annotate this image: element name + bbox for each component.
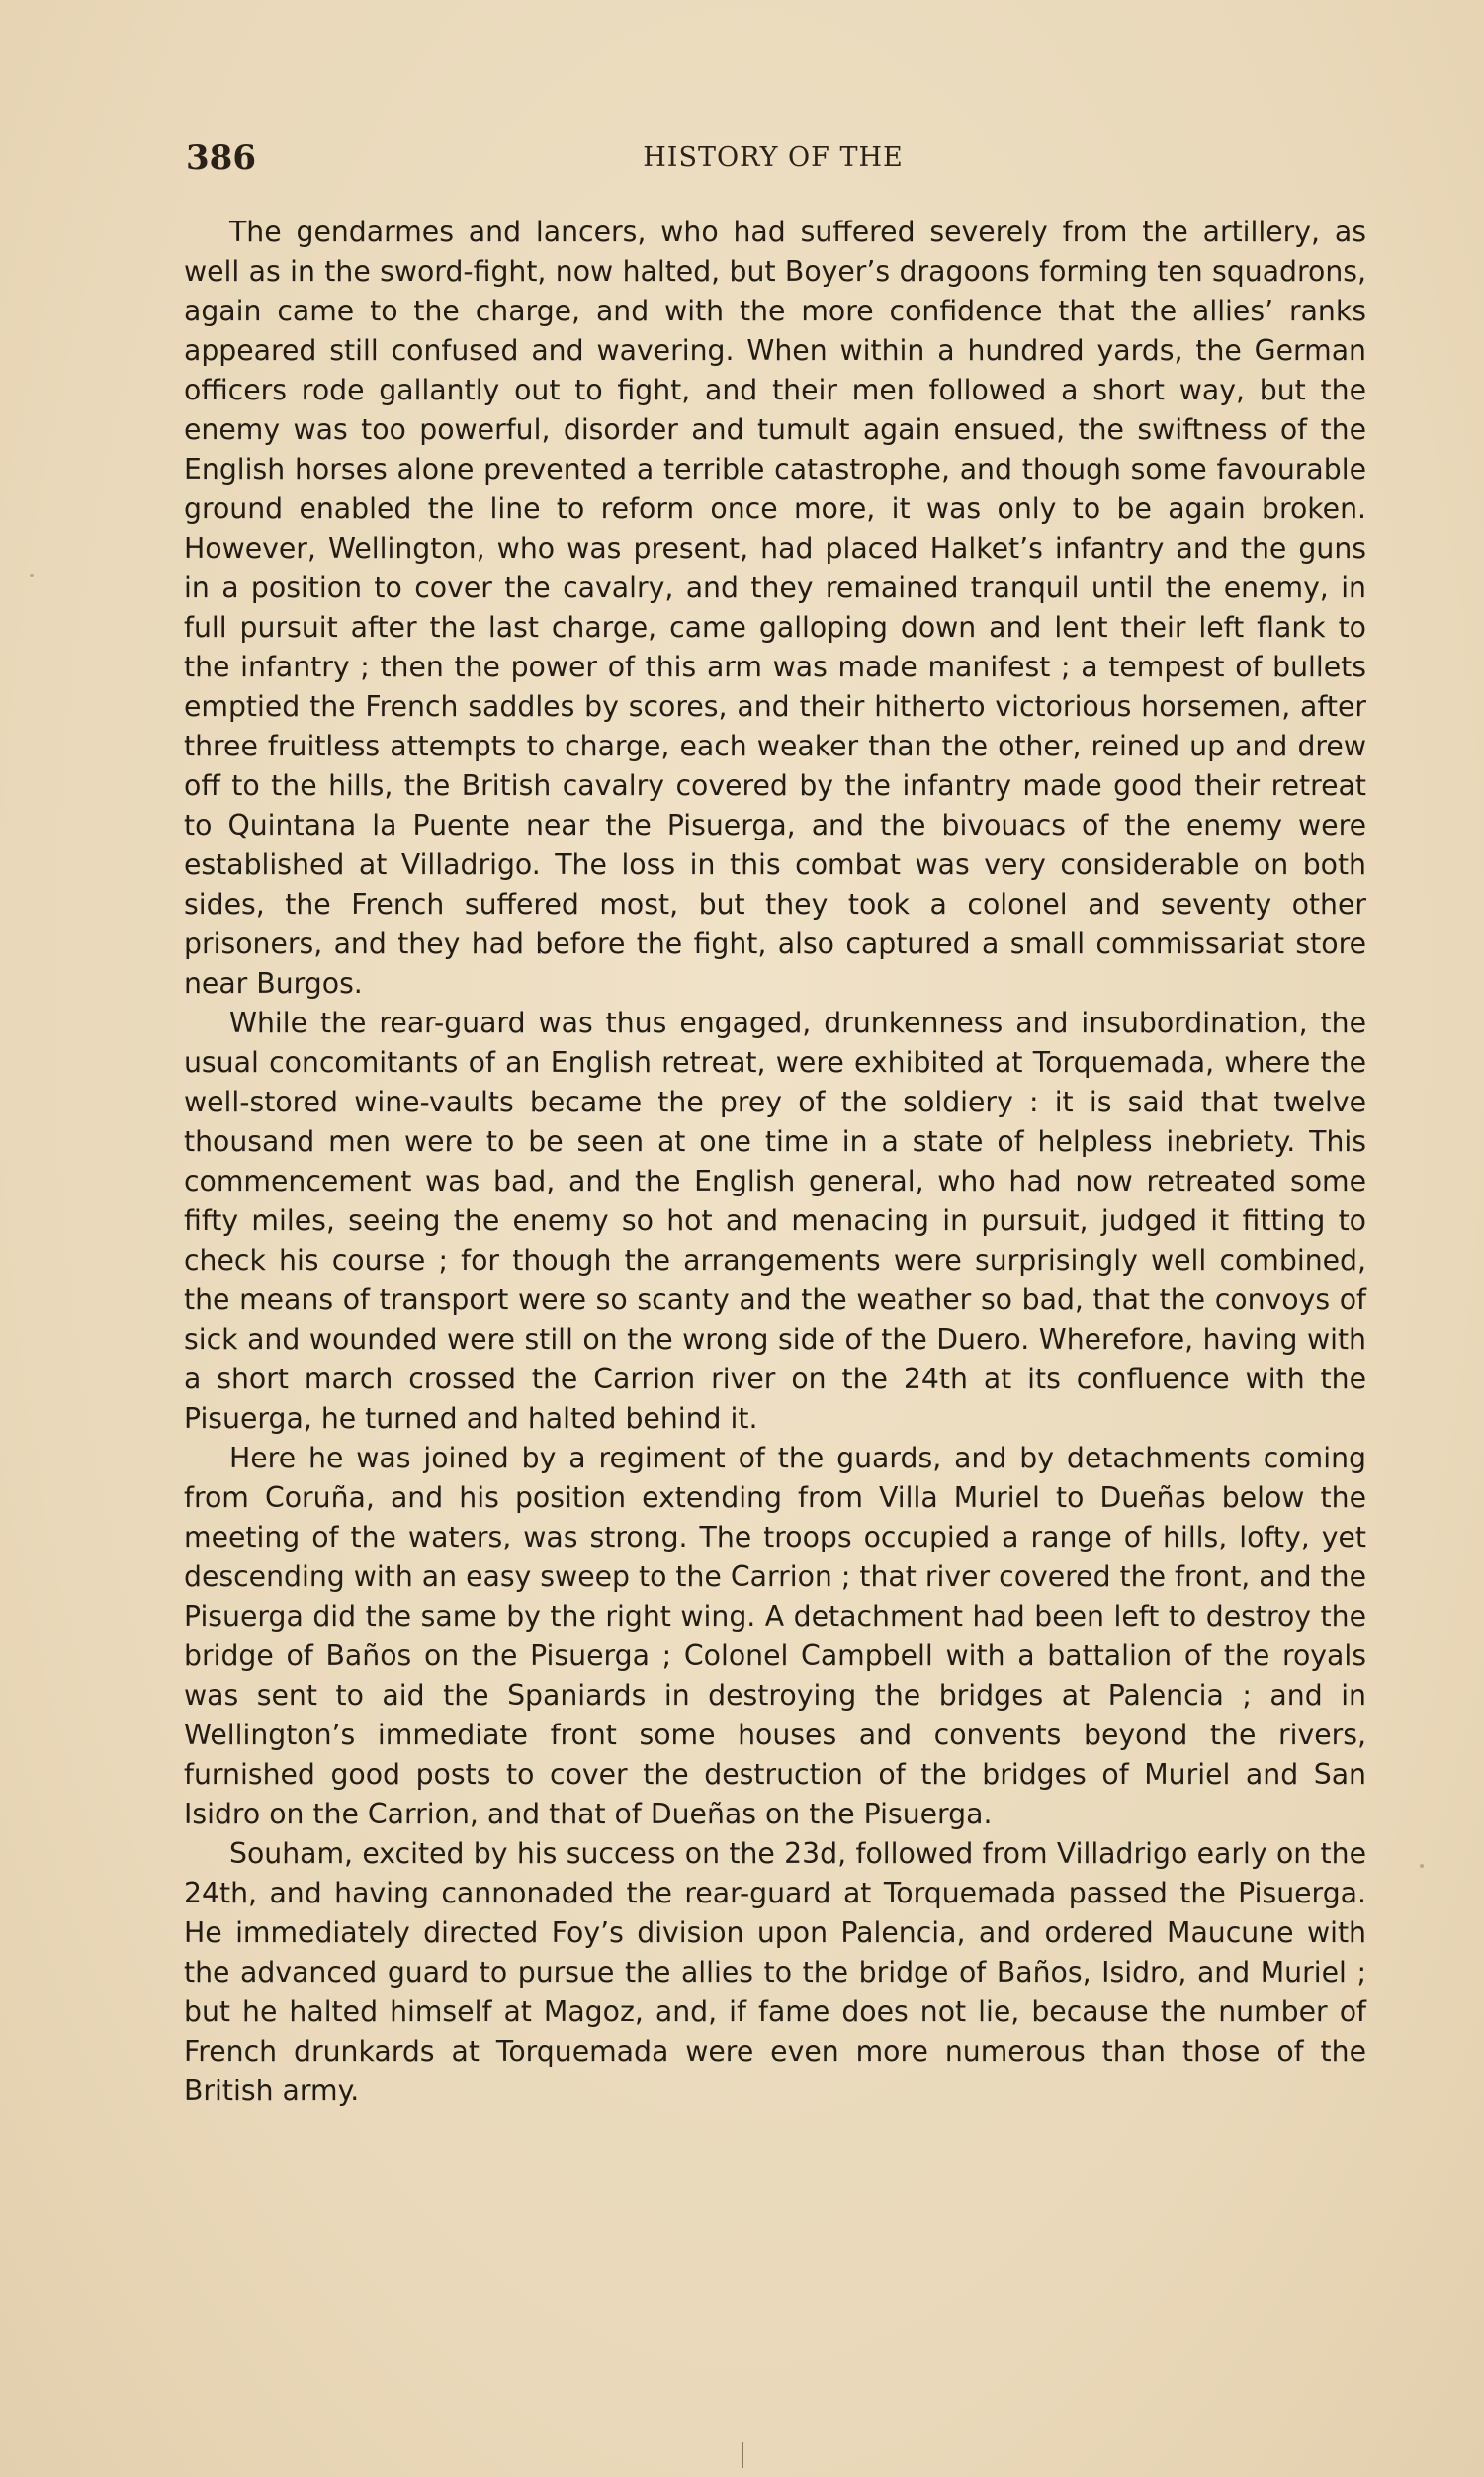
body-text	[184, 213, 1366, 2111]
page-header	[186, 138, 1360, 188]
page-blemish	[1420, 1864, 1424, 1868]
page-blemish	[30, 574, 34, 577]
page-tick-mark	[742, 2442, 743, 2468]
page-number: 386	[186, 138, 256, 178]
running-head: HISTORY OF THE	[643, 142, 904, 173]
paragraph-1: The gendarmes and lancers, who had suffered severely from the artillery, as well as in the sword-fight, now halted, but Boyer’s dragoons forming ten squadrons, again came to the charge, and with the more confidence that the allies’ ranks appeared still confused and wavering. When within a hundred yards, the German officers rode gallantly out to fight, and their men followed a short way, but the enemy was too powerful, disorder and tumult again ensued, the swiftness of the English horses alone prevented a terrible catastrophe, and though some favourable ground enabled the line to reform once more, it was only to be again broken. However, Wellington, who was present, had placed Halket’s infantry and the guns in a position to cover the cavalry, and they remained tranquil until the enemy, in full pursuit after the last charge, came galloping down and lent their left flank to the infantry ; then the power of this arm was made manifest ; a tempest of bullets emptied the French saddles by scores, and their hitherto victorious horsemen, after three fruitless attempts to charge, each weaker than the other, reined up and drew off to the hills, the British cavalry covered by the infantry made good their retreat to Quintana la Puente near the Pisuerga, and the bivouacs of the enemy were established at Villadrigo. The loss in this combat was very considerable on both sides, the French suffered most, but they took a colonel and seventy other prisoners, and they had before the fight, also captured a small commissariat store near Burgos.	[184, 216, 1366, 1000]
paragraph-2: While the rear-guard was thus engaged, drunkenness and insubordination, the usual concomitants of an English retreat, were exhibited at Torquemada, where the well-stored wine-vaults became the prey of the soldiery : it is said that twelve thousand men were to be seen at one time in a state of helpless inebriety. This commencement was bad, and the English general, who had now retreated some fifty miles, seeing the enemy so hot and menacing in pursuit, judged it fitting to check his course ; for though the arrangements were surprisingly well combined, the means of transport were so scanty and the weather so bad, that the convoys of sick and wounded were still on the wrong side of the Duero. Wherefore, having with a short march crossed the Carrion river on the 24th at its confluence with the Pisuerga, he turned and halted behind it.	[184, 1007, 1366, 1435]
paragraph-4: Souham, excited by his success on the 23d, followed from Villadrigo early on the 24th, and having cannonaded the rear-guard at Torquemada passed the Pisuerga. He immediately directed Foy’s division upon Palencia, and ordered Maucune with the advanced guard to pursue the allies to the bridge of Baños, Isidro, and Muriel ; but he halted himself at Magoz, and, if fame does not lie, because the number of French drunkards at Torquemada were even more numerous than those of the British army.	[184, 1837, 1366, 2107]
paragraph-3: Here he was joined by a regiment of the guards, and by detachments coming from Coruña, and his position extending from Villa Muriel to Dueñas below the meeting of the waters, was strong. The troops occupied a range of hills, lofty, yet descending with an easy sweep to the Carrion ; that river covered the front, and the Pisuerga did the same by the right wing. A detachment had been left to destroy the bridge of Baños on the Pisuerga ; Colonel Campbell with a battalion of the royals was sent to aid the Spaniards in destroying the bridges at Palencia ; and in Wellington’s immediate front some houses and convents beyond the rivers, furnished good posts to cover the destruction of the bridges of Muriel and San Isidro on the Carrion, and that of Dueñas on the Pisuerga.	[184, 1442, 1366, 1830]
